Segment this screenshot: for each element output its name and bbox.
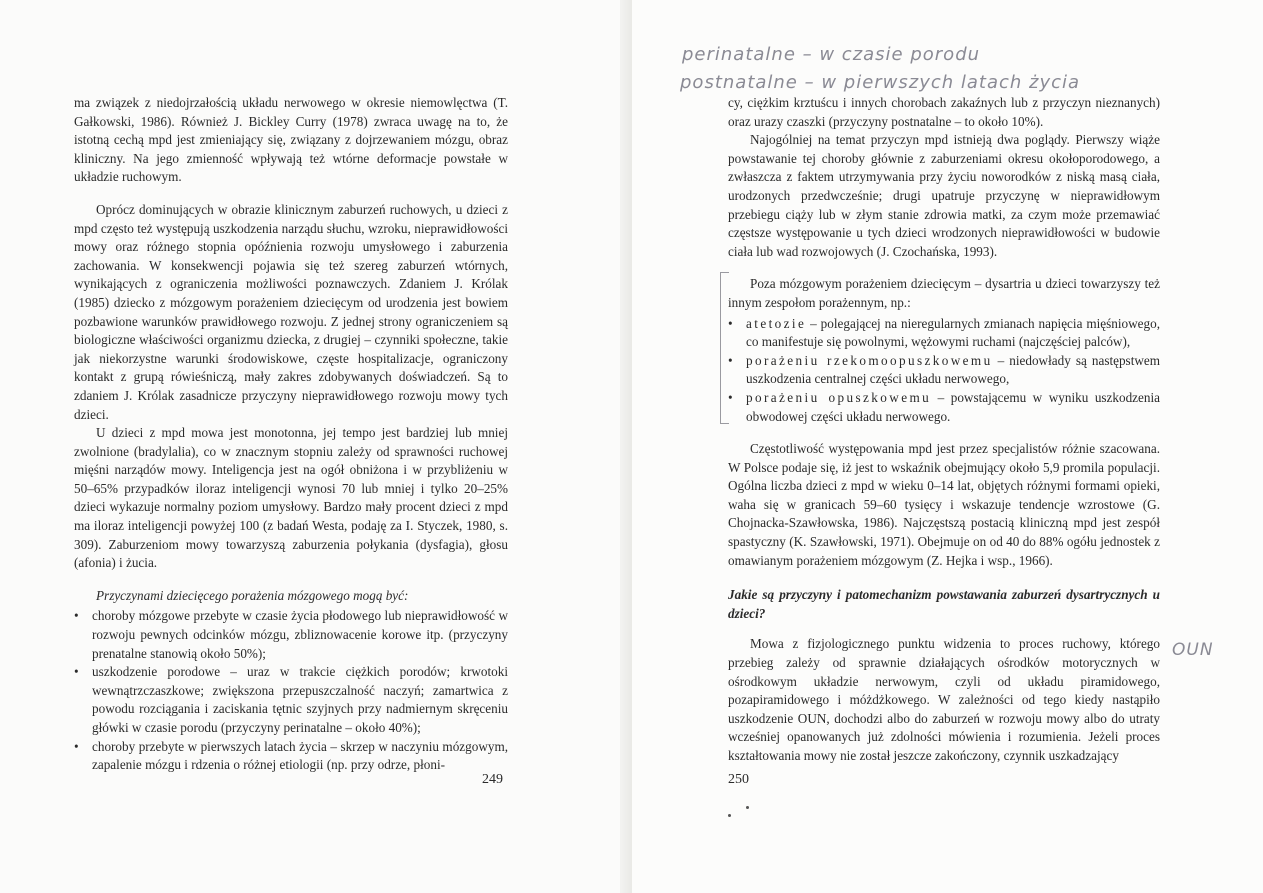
causes-list xyxy=(74,607,508,774)
right-paragraph-1: Najogólniej na temat przyczyn mpd istnieją dwa poglądy. Pierwszy wiąże powstawanie tej choroby głównie z zaburzeniami okresu okołoporodowego, a zwłaszcza z faktem utrzymywania przy życiu noworodków z niską masą ciała, urodzonych przedwcześnie; drugi upatruje przyczynę w nieprawidłowym przebiegu ciąży lub w złym stanie zdrowia matki, za czym może przemawiać częstsze występowanie u tych dzieci wrodzonych nieprawidłowości w budowie ciała lub wad rozwojowych (J. Czochańska, 1993). xyxy=(728,132,1160,259)
handwritten-note-1: perinatalne – w czasie porodu xyxy=(682,44,981,65)
term-description: – polegającej na nieregularnych zmianach napięcia mięśniowego, co manifestuje się powolnymi, wężowymi ruchami (najczęściej palców), xyxy=(746,315,1160,350)
margin-note: OUN xyxy=(1172,640,1214,660)
list-item xyxy=(728,315,1160,352)
left-caption: Przyczynami dziecięcego porażenia mózgowego mogą być: xyxy=(96,587,409,603)
page-number-right: 250 xyxy=(728,772,749,787)
syndromes-list xyxy=(728,315,1160,427)
page-number-left: 249 xyxy=(482,772,503,787)
right-page xyxy=(632,0,1263,893)
list-item xyxy=(728,389,1160,426)
right-paragraph-2: Poza mózgowym porażeniem dziecięcym – dysartria u dzieci towarzyszy też innym zespołom porażennym, np.: xyxy=(728,276,1160,310)
right-text-column xyxy=(728,94,1160,766)
term-spaced: porażeniu rzekomoopuszkowemu xyxy=(746,352,993,368)
term-description: – powstającemu w wyniku uszkodzenia obwodowej części układu nerwowego. xyxy=(746,389,1160,424)
right-paragraph-4: Mowa z fizjologicznego punktu widzenia to proces ruchowy, którego przebieg zależy od sprawnie działających ośrodków motorycznych w ośrodkowym układzie nerwowym, czyli od układu piramidowego, pozapiramidowego i móżdżkowego. W zależności od tego kiedy nastąpiło uszkodzenie OUN, dochodzi albo do zaburzeń w rozwoju mowy albo do utraty wcześniej opanowanych już zdolności mówienia i rozumienia. Jeżeli proces kształtowania mowy nie został jeszcze zakończony, czynnik uszkadzający xyxy=(728,636,1160,763)
left-paragraph-3: U dzieci z mpd mowa jest monotonna, jej tempo jest bardziej lub mniej zwolnione (bradylalia), co w znacznym stopniu zależy od sprawności ruchowej mięśni narządów mowy. Inteligencja jest na ogół obniżona i w przybliżeniu w 50–65% przypadków iloraz inteligencji wynosi 70 lub mniej i tylko 20–25% dzieci wykazuje normalny poziom umysłowy. Bardzo mały procent dzieci z mpd ma iloraz inteligencji powyżej 100 (z badań Westa, podaję za I. Styczek, 1980, s. 309). Zaburzeniom mowy towarzyszą zaburzenia połykania (dysfagia), głosu (afonia) i żucia. xyxy=(74,425,508,571)
left-paragraph-1: ma związek z niedojrzałością układu nerwowego w okresie niemowlęctwa (T. Gałkowski, 1986). Również J. Bickley Curry (1978) zwraca uwagę na to, że istotną cechą mpd jest zmieniający się, związany z dojrzewaniem mózgu, obraz kliniczny. Na jego zmienność wpływają też wtórne deformacje powstałe w układzie ruchowym. xyxy=(74,95,508,185)
list-item: • choroby mózgowe przebyte w czasie życia płodowego lub nieprawidłowość w rozwoju pewnych odcinków mózgu, zbliznowacenie korowe itp. (przyczyny prenatalne stanowią około 50%); xyxy=(74,607,508,663)
handwritten-note-2: postnatalne – w pierwszych latach życia xyxy=(680,72,1081,93)
section-heading: Jakie są przyczyny i patomechanizm powstawania zaburzeń dysartrycznych u dzieci? xyxy=(728,587,1160,621)
right-intro: cy, ciężkim krztuścu i innych chorobach zakaźnych lub z przyczyn nieznanych) oraz urazy czaszki (przyczyny postnatalne – to około 10%). xyxy=(728,95,1160,129)
term-spaced: porażeniu opuszkowemu xyxy=(746,389,932,405)
ink-speck xyxy=(746,806,749,809)
term-description: – niedowłady są następstwem uszkodzenia centralnej części układu nerwowego, xyxy=(746,352,1160,387)
right-paragraph-3: Częstotliwość występowania mpd jest przez specjalistów różnie szacowana. W Polsce podaje się, iż jest to wskaźnik obejmujący około 5,9 promila populacji. Ogólna liczba dzieci z mpd w wieku 0–14 lat, objętych różnymi formami opieki, waha się w granicach 59–60 tysięcy i wskazuje tendencje wzrostowe (G. Chojnacka-Szawłowska, 1986). Najczęstszą postacią kliniczną mpd jest zespół spastyczny (K. Szawłowski, 1971). Obejmuje on od 40 do 88% ogółu jednostek z omawianym porażeniem mózgowym (Z. Hejka i wsp., 1966). xyxy=(728,441,1160,568)
ink-speck xyxy=(728,814,731,817)
left-text-column xyxy=(74,94,508,775)
term-spaced: atetozie xyxy=(746,315,807,331)
left-paragraph-2: Oprócz dominujących w obrazie klinicznym zaburzeń ruchowych, u dzieci z mpd często też występują uszkodzenia narządu słuchu, wzroku, nieprawidłowości mowy oraz różnego stopnia opóźnienia rozwoju umysłowego i zaburzenia zachowania. W konsekwencji pojawia się też szereg zaburzeń wtórnych, wynikających z ograniczenia możliwości poznawczych. Zdaniem J. Królak (1985) dziecko z mózgowym porażeniem dziecięcym od urodzenia jest bowiem pozbawione warunków prawidłowego rozwoju. Z jednej strony ograniczeniem są biologiczne właściwości organizmu dziecka, z drugiej – czynniki społeczne, takie jak niekorzystne warunki środowiskowe, częste hospitalizacje, ograniczony kontakt z grupą rówieśniczą, mały zakres zdobywanych doświadczeń. Są to zdaniem J. Królak zasadnicze przyczyny nieprawidłowego rozwoju mowy tych dzieci. xyxy=(74,201,508,422)
list-item xyxy=(728,352,1160,389)
list-item: • choroby przebyte w pierwszych latach życia – skrzep w naczyniu mózgowym, zapalenie mózgu i rdzenia o różnej etiologii (np. przy odrze, płoni- xyxy=(74,738,508,775)
list-item: • uszkodzenie porodowe – uraz w trakcie ciężkich porodów; krwotoki wewnątrzczaszkowe; zwiększona przepuszczalność naczyń; zamartwica z powodu rozciągania i zaciskania tętnic szyjnych przy nadmiernym skręceniu główki w czasie porodu (przyczyny perinatalne – około 40%); xyxy=(74,663,508,737)
